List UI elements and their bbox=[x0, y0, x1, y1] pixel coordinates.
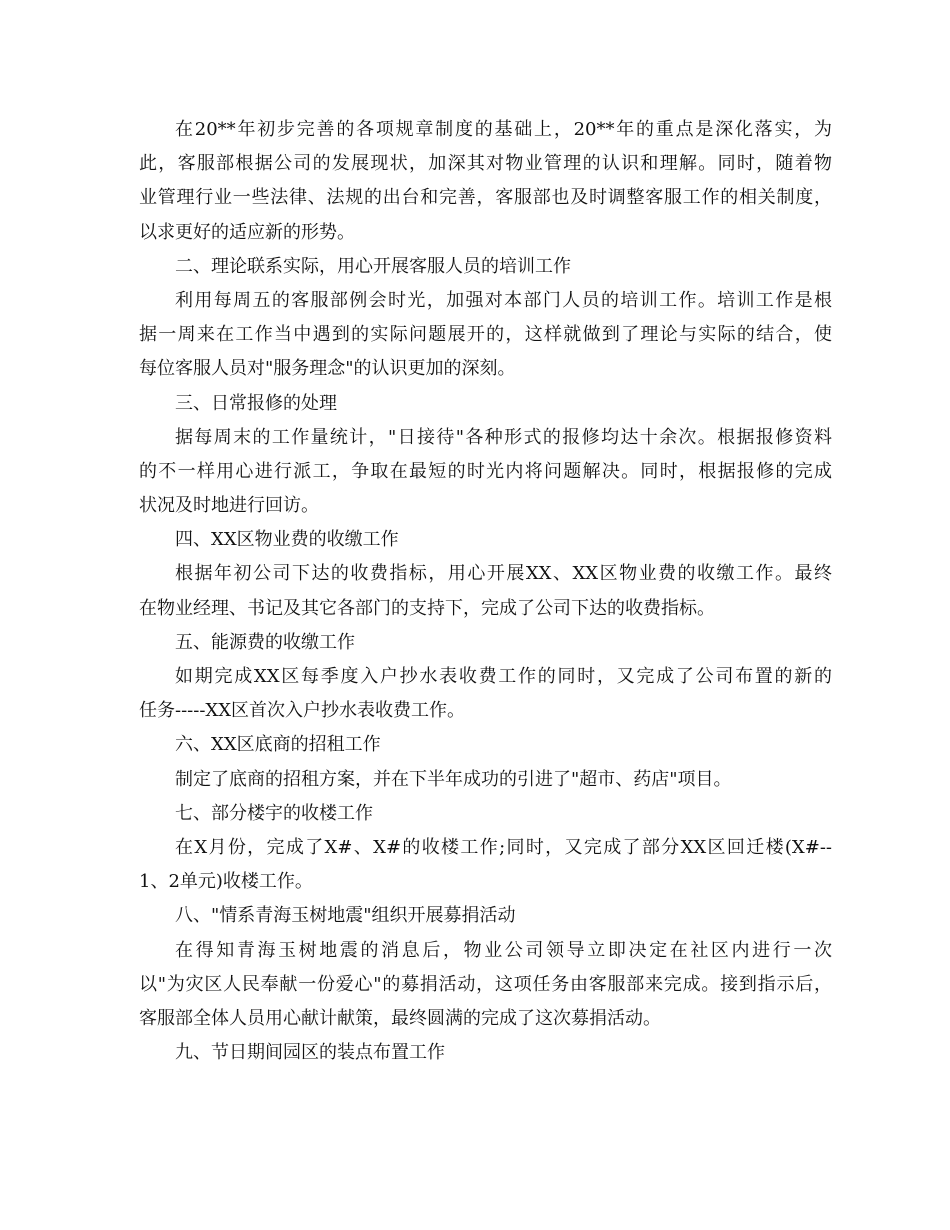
document-body bbox=[139, 113, 832, 1070]
paragraph-line: 在X月份，完成了X#、X#的收楼工作;同时，又完成了部分XX区回迁楼(X#-- bbox=[175, 836, 832, 858]
paragraph-line: 状况及时地进行回访。 bbox=[139, 495, 319, 517]
paragraph-line: 六、XX区底商的招租工作 bbox=[175, 734, 381, 756]
paragraph-line: 以求更好的适应新的形势。 bbox=[139, 221, 355, 243]
paragraph-line: 任务-----XX区首次入户抄水表收费工作。 bbox=[139, 700, 466, 722]
paragraph-line: 的不一样用心进行派工，争取在最短的时光内将问题解决。同时，根据报修的完成 bbox=[139, 460, 832, 482]
paragraph-line: 客服部全体人员用心献计献策，最终圆满的完成了这次募捐活动。 bbox=[139, 1007, 661, 1029]
paragraph-line: 以"为灾区人民奉献一份爱心"的募捐活动，这项任务由客服部来完成。接到指示后， bbox=[139, 973, 832, 995]
paragraph-line: 利用每周五的客服部例会时光，加强对本部门人员的培训工作。培训工作是根 bbox=[175, 289, 832, 311]
paragraph-line: 九、节日期间园区的装点布置工作 bbox=[175, 1042, 445, 1064]
paragraph-line: 五、能源费的收缴工作 bbox=[175, 631, 355, 653]
paragraph-line: 根据年初公司下达的收费指标，用心开展XX、XX区物业费的收缴工作。最终 bbox=[175, 563, 832, 585]
paragraph-line: 制定了底商的招租方案，并在下半年成功的引进了"超市、药店"项目。 bbox=[175, 768, 732, 790]
paragraph-line: 业管理行业一些法律、法规的出台和完善，客服部也及时调整客服工作的相关制度， bbox=[139, 187, 832, 209]
paragraph-line: 每位客服人员对"服务理念"的认识更加的深刻。 bbox=[139, 358, 516, 380]
paragraph-line: 八、"情系青海玉树地震"组织开展募捐活动 bbox=[175, 905, 516, 927]
paragraph-line: 四、XX区物业费的收缴工作 bbox=[175, 529, 399, 551]
paragraph-line: 三、日常报修的处理 bbox=[175, 392, 337, 414]
paragraph-line: 如期完成XX区每季度入户抄水表收费工作的同时，又完成了公司布置的新的 bbox=[175, 666, 832, 687]
paragraph-line: 在20**年初步完善的各项规章制度的基础上，20**年的重点是深化落实，为 bbox=[175, 119, 832, 140]
paragraph-line: 此，客服部根据公司的发展现状，加深其对物业管理的认识和理解。同时，随着物 bbox=[139, 153, 832, 175]
paragraph-line: 七、部分楼宇的收楼工作 bbox=[175, 802, 373, 824]
paragraph-line: 二、理论联系实际，用心开展客服人员的培训工作 bbox=[175, 255, 571, 277]
paragraph-line: 在物业经理、书记及其它各部门的支持下，完成了公司下达的收费指标。 bbox=[139, 597, 715, 619]
paragraph-line: 据一周来在工作当中遇到的实际问题展开的，这样就做到了理论与实际的结合，使 bbox=[139, 324, 832, 346]
paragraph-line: 据每周末的工作量统计，"日接待"各种形式的报修均达十余次。根据报修资料 bbox=[175, 426, 832, 448]
paragraph-line: 在得知青海玉树地震的消息后，物业公司领导立即决定在社区内进行一次 bbox=[175, 939, 832, 961]
paragraph-line: 1、2单元)收楼工作。 bbox=[139, 871, 313, 893]
